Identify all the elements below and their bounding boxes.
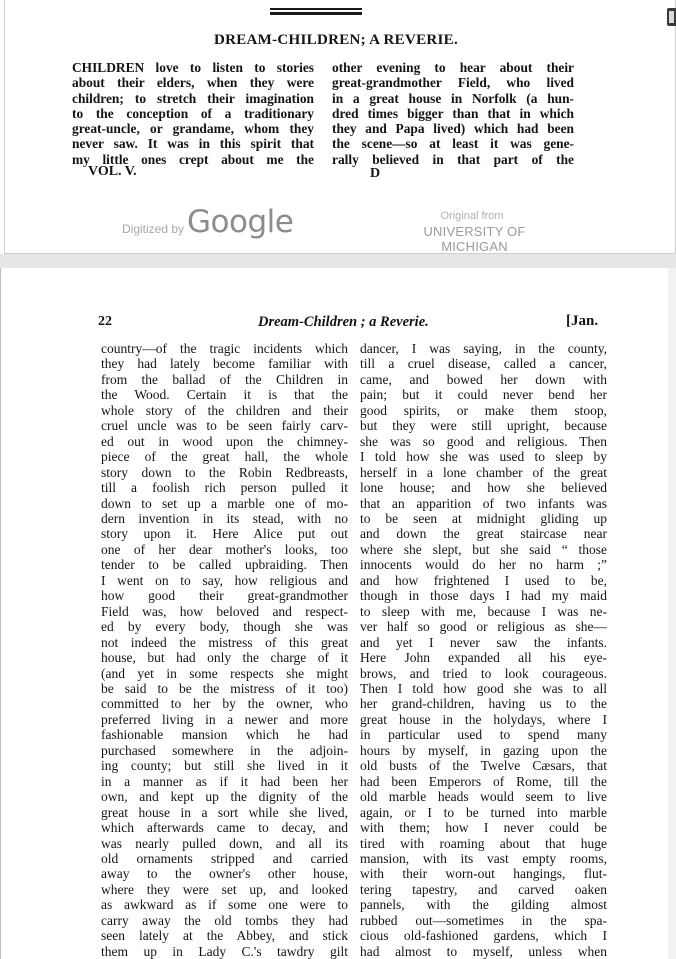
intro-right-column bbox=[332, 60, 574, 167]
text-line: hours by myself, in gazing upon the bbox=[360, 742, 607, 758]
text-line: great house in a sort while she lived, bbox=[101, 804, 348, 820]
text-line: they and Papa lived) which had been bbox=[332, 121, 574, 137]
digitized-by-label: Digitized by bbox=[122, 222, 185, 236]
text-line: as awkward as if some one were to bbox=[101, 897, 348, 913]
text-line: and how frightened I used to be, bbox=[360, 572, 607, 588]
text-line: preferred living in a newer and more bbox=[101, 711, 348, 727]
text-line: my little ones crept about me the bbox=[72, 151, 314, 167]
text-line: dancer, I was saying, in the county, bbox=[360, 341, 607, 356]
text-line: Then I told how good she was to all bbox=[360, 680, 607, 696]
text-line: cious old-fashioned gardens, which I bbox=[360, 928, 607, 944]
text-line: whole story of the children and their bbox=[101, 402, 348, 418]
text-line: her grand-children, having us to the bbox=[360, 696, 607, 712]
text-line: other evening to hear about their bbox=[332, 60, 574, 75]
text-line: to be seen at midnight gliding up bbox=[360, 510, 607, 526]
text-line: in a great house in Norfolk (a hun- bbox=[332, 90, 574, 106]
google-logo: Google bbox=[187, 204, 294, 240]
text-line: brows, and tried to look courageous. bbox=[360, 665, 607, 681]
text-line: had almost to myself, unless when bbox=[360, 943, 607, 959]
text-line: house, but had only the charge of it bbox=[101, 650, 348, 666]
text-line: came, and bowed her down with bbox=[360, 371, 607, 387]
text-line: purchased somewhere in the adjoin- bbox=[101, 742, 348, 758]
text-line: fashionable mansion which he had bbox=[101, 727, 348, 743]
text-line: CHILDREN love to listen to stories bbox=[72, 60, 314, 75]
body-left-column bbox=[101, 341, 348, 959]
text-line: not indeed the mistress of this great bbox=[101, 634, 348, 650]
text-line: and yet I never saw the infants. bbox=[360, 634, 607, 650]
text-line: ed out in wood upon the chimney- bbox=[101, 433, 348, 449]
text-line: tired with roaming about that huge bbox=[360, 835, 607, 851]
running-head: Dream-Children ; a Reverie. bbox=[258, 314, 429, 330]
text-line: never saw. It was in this spirit that bbox=[72, 136, 314, 152]
page-separator bbox=[0, 254, 676, 268]
text-line: mansion, with its vast empty rooms, bbox=[360, 850, 607, 866]
title-ornament bbox=[270, 8, 362, 17]
text-line: pannels, with the gilding almost bbox=[360, 897, 607, 913]
text-line: from the ballad of the Children in bbox=[101, 371, 348, 387]
text-line: in particular used to spend many bbox=[360, 727, 607, 743]
text-line: away to the owner's other house, bbox=[101, 866, 348, 882]
text-line: pain; but it could never bend her bbox=[360, 387, 607, 403]
text-line: old busts of the Twelve Cæsars, that bbox=[360, 758, 607, 774]
running-month: [Jan. bbox=[566, 313, 599, 329]
text-line: tering tapestry, and carved oaken bbox=[360, 881, 607, 897]
text-line: till a cruel disease, called a cancer, bbox=[360, 356, 607, 372]
text-line: great house in the holydays, where I bbox=[360, 711, 607, 727]
intro-left-column bbox=[72, 60, 314, 167]
text-line: where they were set up, and looked bbox=[101, 881, 348, 897]
text-line: they had lately become familiar with bbox=[101, 356, 348, 372]
text-line: carry away the old tombs they had bbox=[101, 912, 348, 928]
text-line: (and yet in some respects she might bbox=[101, 665, 348, 681]
text-line: lone house; and how she believed bbox=[360, 480, 607, 496]
text-line: ed by every body, though she was bbox=[101, 619, 348, 635]
text-line: story down to the Robin Redbreasts, bbox=[101, 464, 348, 480]
text-line: children; to stretch their imagination bbox=[72, 90, 314, 106]
page-number: 22 bbox=[98, 314, 112, 329]
university-label: UNIVERSITY OF MICHIGAN bbox=[423, 224, 526, 254]
text-line: how good their great-grandmother bbox=[101, 588, 348, 604]
text-line: piece of the great hall, the whole bbox=[101, 449, 348, 465]
text-line: again, or I to be turned into marble bbox=[360, 804, 607, 820]
text-line: one of her dear mother's looks, too bbox=[101, 541, 348, 557]
text-line: ver half so good or religious as she— bbox=[360, 619, 607, 635]
volume-signature: VOL. V. bbox=[88, 164, 137, 179]
text-line: great-grandmother Field, who lived bbox=[332, 75, 574, 91]
text-line: old ornaments stripped and carried bbox=[101, 850, 348, 866]
text-line: though in those days I had my maid bbox=[360, 588, 607, 604]
text-line: dern invention in its stead, with no bbox=[101, 510, 348, 526]
text-line: Here John expanded all his eye- bbox=[360, 650, 607, 666]
text-line: cruel uncle was to be seen fairly carv- bbox=[101, 418, 348, 434]
text-line: to sleep with me, because I was ne- bbox=[360, 603, 607, 619]
text-line: old marble heads would seem to live bbox=[360, 789, 607, 805]
text-line: I told how she was used to sleep by bbox=[360, 449, 607, 465]
text-line: great-uncle, or grandame, whom they bbox=[72, 121, 314, 137]
text-line: them up in Lady C.'s tawdry gilt bbox=[101, 943, 348, 959]
text-line: story upon it. Here Alice put out bbox=[101, 526, 348, 542]
text-line: tender to be called upbraiding. Then bbox=[101, 557, 348, 573]
text-line: had been Emperors of Rome, till the bbox=[360, 773, 607, 789]
text-line: with their worn-out hangings, flut- bbox=[360, 866, 607, 882]
original-from-label: Original from bbox=[440, 210, 504, 222]
page-edge-shadow bbox=[668, 268, 676, 959]
text-line: and down the great staircase near bbox=[360, 526, 607, 542]
text-line: where she slept, but she said “ those bbox=[360, 541, 607, 557]
text-line: good spirits, or make them stoop, bbox=[360, 402, 607, 418]
text-line: she was so good and religious. Then bbox=[360, 433, 607, 449]
text-line: Field was, how beloved and respect- bbox=[101, 603, 348, 619]
text-line: the Wood. Certain it is that the bbox=[101, 387, 348, 403]
text-line: dred times bigger than that in which bbox=[332, 105, 574, 121]
text-line: be said to be the mistress of it too) bbox=[101, 680, 348, 696]
text-line: till a foolish rich person pulled it bbox=[101, 480, 348, 496]
text-line: which afterwards came to decay, and bbox=[101, 820, 348, 836]
text-line: with them; how I never could be bbox=[360, 820, 607, 836]
text-line: about their elders, when they were bbox=[72, 75, 314, 91]
text-line: but they were still upright, because bbox=[360, 418, 607, 434]
text-line: that an apparition of two infants was bbox=[360, 495, 607, 511]
text-line: the scene—so at least it was gene- bbox=[332, 136, 574, 152]
text-line: seen lately at the Abbey, and stick bbox=[101, 928, 348, 944]
text-line: own, and kept up the dignity of the bbox=[101, 789, 348, 805]
text-line: I went on to say, how religious and bbox=[101, 572, 348, 588]
text-line: rally believed in that part of the bbox=[332, 151, 574, 167]
text-line: innocents would do her no harm ;” bbox=[360, 557, 607, 573]
gathering-signature: D bbox=[370, 166, 381, 181]
text-line: to the conception of a traditionary bbox=[72, 105, 314, 121]
text-line: ing county; but still she lived in it bbox=[101, 758, 348, 774]
text-line: country—of the tragic incidents which bbox=[101, 341, 348, 356]
body-right-column bbox=[360, 341, 607, 959]
text-line: herself in a lone chamber of the great bbox=[360, 464, 607, 480]
side-panel-tab-icon bbox=[669, 11, 674, 23]
text-line: was nearly pulled down, and all its bbox=[101, 835, 348, 851]
text-line: down to set up a marble one of mo- bbox=[101, 495, 348, 511]
text-line: committed to her by the owner, who bbox=[101, 696, 348, 712]
text-line: rubbed out—sometimes in the spa- bbox=[360, 912, 607, 928]
article-title: DREAM-CHILDREN; A REVERIE. bbox=[213, 32, 459, 48]
text-line: in a manner as if it had been her bbox=[101, 773, 348, 789]
